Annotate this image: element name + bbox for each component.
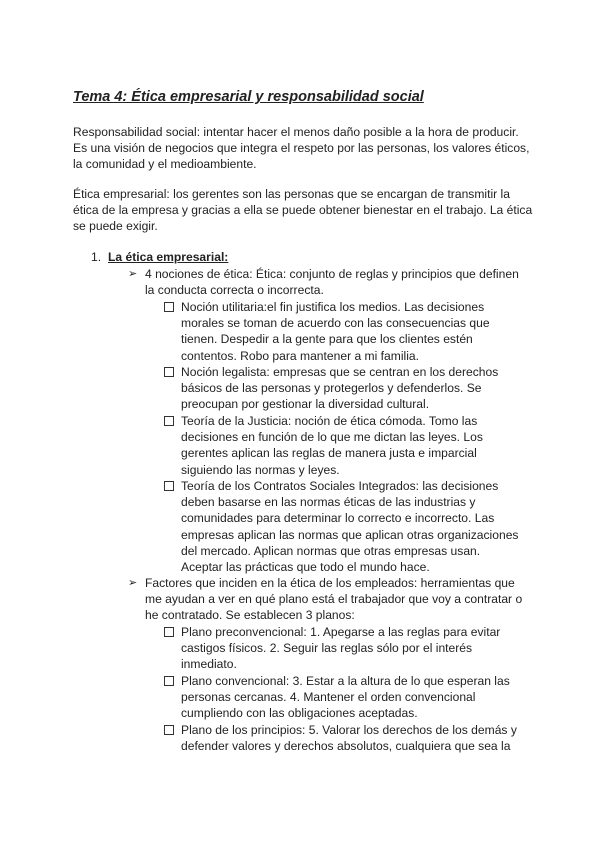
arrow-bullet-factores	[128, 575, 528, 624]
checkbox-item-justicia	[164, 413, 524, 478]
paragraph-responsabilidad-social: Responsabilidad social: intentar hacer el menos daño posible a la hora de producir. Es una visión de negocios que integra el respeto por las personas, los valores éticos, la comunidad y el medioambiente.	[73, 125, 530, 172]
checkbox-item-utilitaria	[164, 299, 524, 364]
section-label: La ética empresarial:	[108, 250, 229, 264]
checkbox-item-text: Plano de los principios: 5. Valorar los derechos de los demás y defender valores y derechos absolutos, cualquiera que sea la	[181, 723, 517, 754]
checkbox-item-text: Noción legalista: empresas que se centran en los derechos básicos de las personas y protegerlos y defenderlos. Se preocupan por gestionar la diversidad cultural.	[181, 365, 499, 412]
checkbox-item-contratos	[164, 478, 524, 575]
checkbox-item-text: Noción utilitaria:el fin justifica los medios. Las decisiones morales se toman de acuerdo con las consecuencias que tienen. Despedir a la gente para que los clientes estén contentos. Robo para mantener a mi familia.	[181, 300, 490, 363]
checkbox-item-preconvencional	[164, 624, 524, 673]
checkbox-item-legalista	[164, 364, 524, 413]
arrow-bullet-nociones	[128, 266, 528, 298]
checkbox-icon	[164, 367, 174, 377]
arrow-bullet-text: Factores que inciden en la ética de los empleados: herramientas que me ayudan a ver en qué plano está el trabajador que voy a contratar o he contratado. Se establecen 3 planos:	[145, 576, 523, 623]
checkbox-icon	[164, 676, 174, 686]
section-heading	[91, 249, 228, 265]
checkbox-icon	[164, 302, 174, 312]
checkbox-icon	[164, 416, 174, 426]
checkbox-item-text: Plano preconvencional: 1. Apegarse a las reglas para evitar castigos físicos. 2. Seguir las reglas sólo por el interés inmediato.	[181, 625, 501, 672]
arrow-bullet-text: 4 nociones de ética: Ética: conjunto de reglas y principios que definen la conducta correcta o incorrecta.	[145, 267, 519, 298]
arrow-bullet-icon: ➢	[128, 268, 138, 280]
checkbox-item-text: Teoría de los Contratos Sociales Integrados: las decisiones deben basarse en las normas éticas de las industrias y comunidades para determinar lo correcto e incorrecto. Las empresas aplican las normas que aplican otras organizaciones del mercado. Aplican normas que otras empresas usan. Aceptar las prácticas que todo el mundo hace.	[181, 479, 519, 575]
arrow-bullet-icon: ➢	[128, 577, 138, 589]
checkbox-icon	[164, 481, 174, 491]
checkbox-item-text: Teoría de la Justicia: noción de ética cómoda. Tomo las decisiones en función de lo que me dictan las leyes. Los gerentes aplican las reglas de manera justa e imparcial siguiendo las normas y leyes.	[181, 414, 483, 477]
section-number: 1.	[91, 250, 102, 264]
checkbox-icon	[164, 627, 174, 637]
checkbox-item-text: Plano convencional: 3. Estar a la altura de lo que esperan las personas cercanas. 4. Mantener el orden convencional cumpliendo con las obligaciones aceptadas.	[181, 674, 510, 721]
checkbox-icon	[164, 725, 174, 735]
checkbox-item-principios	[164, 722, 524, 754]
checkbox-item-convencional	[164, 673, 524, 722]
document-title: Tema 4: Ética empresarial y responsabilidad social	[73, 89, 424, 105]
paragraph-etica-empresarial: Ética empresarial: los gerentes son las personas que se encargan de transmitir la ética de la empresa y gracias a ella se puede obtener bienestar en el trabajo. La ética se puede exigir.	[73, 187, 533, 234]
